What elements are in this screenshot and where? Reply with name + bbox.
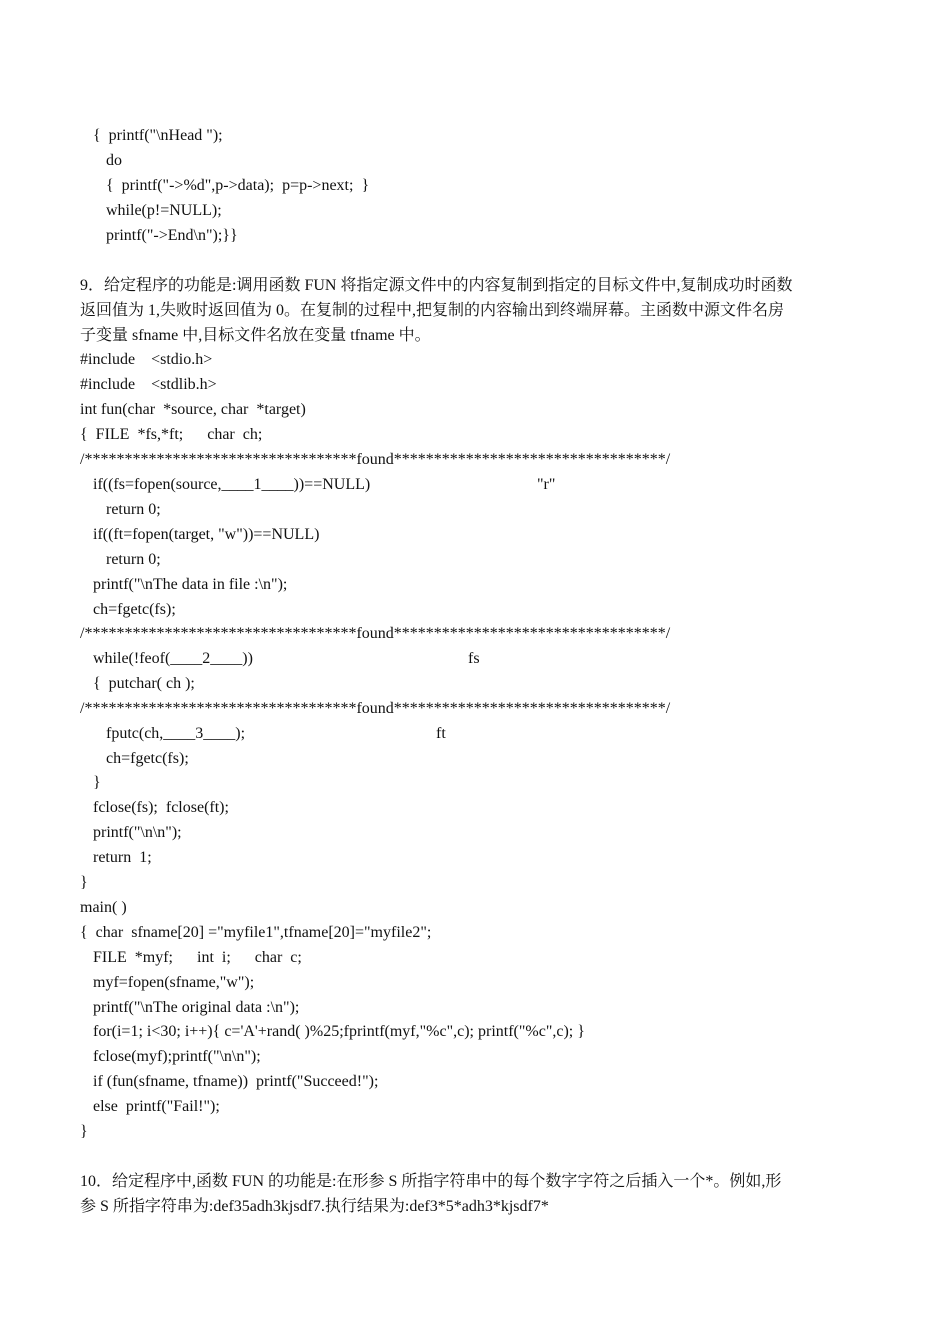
question-10-text: 参 S 所指字符串为:def35adh3kjsdf7.执行结果为:def3*5*adh3*kjsdf7* — [80, 1198, 549, 1215]
code-line: printf("\nThe data in file :\n"); — [93, 576, 288, 593]
code-line: fclose(fs); fclose(ft); — [93, 799, 229, 816]
code-line: fclose(myf);printf("\n\n"); — [93, 1048, 261, 1065]
code-line: { putchar( ch ); — [93, 675, 195, 692]
code-line: ch=fgetc(fs); — [93, 601, 176, 618]
code-line: ch=fgetc(fs); — [106, 750, 189, 767]
code-line: } — [80, 1123, 88, 1140]
code-line: myf=fopen(sfname,"w"); — [93, 974, 255, 991]
code-line: } — [93, 774, 101, 791]
answer-2: fs — [468, 650, 480, 667]
code-line: for(i=1; i<30; i++){ c='A'+rand( )%25;fprintf(myf,"%c",c); printf("%c",c); } — [93, 1023, 585, 1040]
answer-1: "r" — [537, 476, 556, 493]
code-line: FILE *myf; int i; char c; — [93, 949, 302, 966]
code-line: { printf("\nHead "); — [93, 127, 223, 144]
code-line-blank-1: if((fs=fopen(source,____1____))==NULL) — [93, 476, 371, 493]
code-line-blank-3: fputc(ch,____3____); — [106, 725, 246, 742]
question-9-text: 返回值为 1,失败时返回值为 0。在复制的过程中,把复制的内容输出到终端屏幕。主函数中源文件名房 — [80, 302, 785, 319]
code-line: } — [80, 874, 88, 891]
code-line: main( ) — [80, 899, 127, 916]
code-line: do — [106, 152, 122, 169]
found-marker: /**********************************found**********************************/ — [80, 451, 671, 468]
code-line: { FILE *fs,*ft; char ch; — [80, 426, 263, 443]
code-line: return 0; — [106, 551, 161, 568]
code-line: return 0; — [106, 501, 161, 518]
code-line: while(p!=NULL); — [106, 202, 222, 219]
found-marker: /**********************************found**********************************/ — [80, 625, 671, 642]
code-line: #include <stdlib.h> — [80, 376, 217, 393]
answer-3: ft — [436, 725, 446, 742]
code-line: #include <stdio.h> — [80, 351, 213, 368]
code-line: printf("\n\n"); — [93, 824, 182, 841]
code-line: if (fun(sfname, tfname)) printf("Succeed!"); — [93, 1073, 379, 1090]
code-line: printf("->End\n");}} — [106, 227, 238, 244]
code-line: int fun(char *source, char *target) — [80, 401, 306, 418]
question-9-text: 9．给定程序的功能是:调用函数 FUN 将指定源文件中的内容复制到指定的目标文件中,复制成功时函数 — [80, 277, 793, 294]
found-marker: /**********************************found**********************************/ — [80, 700, 671, 717]
code-line: if((ft=fopen(target, "w"))==NULL) — [93, 526, 320, 543]
question-9-text: 子变量 sfname 中,目标文件名放在变量 tfname 中。 — [80, 327, 431, 344]
code-line: { char sfname[20] ="myfile1",tfname[20]="myfile2"; — [80, 924, 432, 941]
code-line: else printf("Fail!"); — [93, 1098, 220, 1115]
code-line: printf("\nThe original data :\n"); — [93, 999, 300, 1016]
code-line: { printf("->%d",p->data); p=p->next; } — [106, 177, 370, 194]
code-line: return 1; — [93, 849, 152, 866]
question-10-text: 10．给定程序中,函数 FUN 的功能是:在形参 S 所指字符串中的每个数字字符之后插入一个*。例如,形 — [80, 1173, 782, 1190]
code-line-blank-2: while(!feof(____2____)) — [93, 650, 253, 667]
